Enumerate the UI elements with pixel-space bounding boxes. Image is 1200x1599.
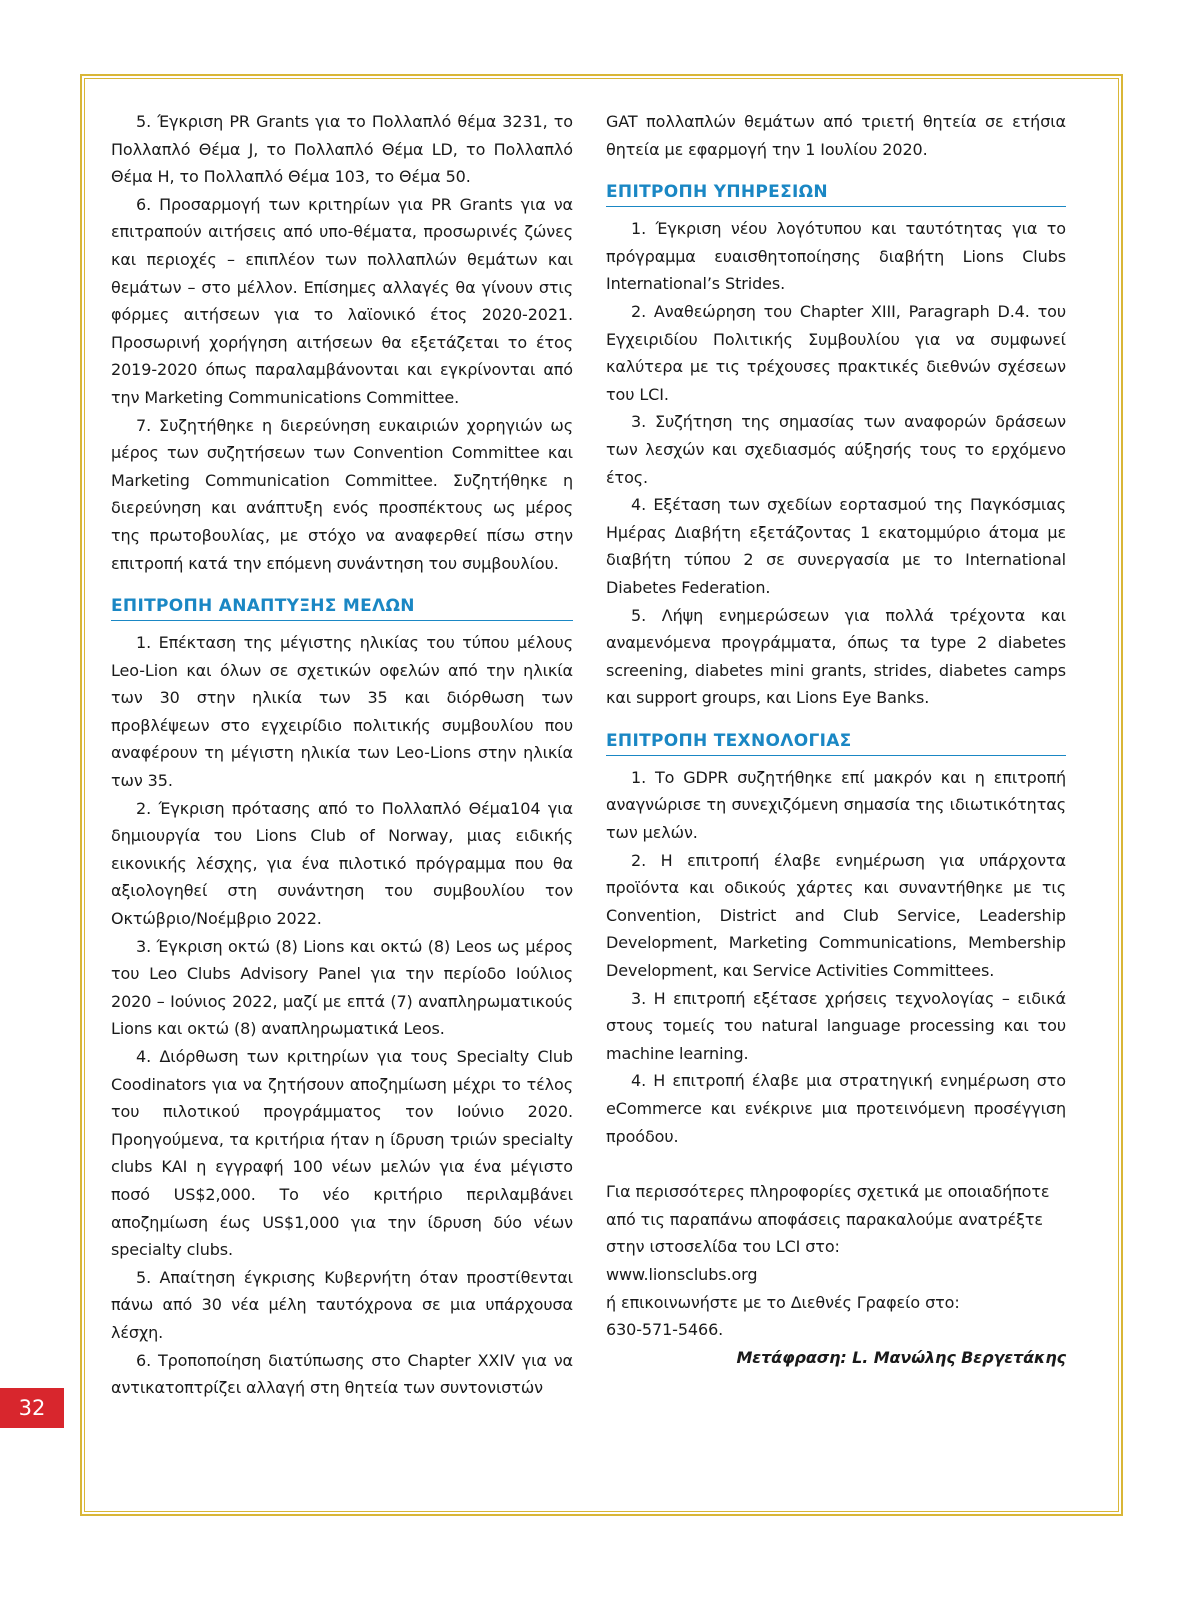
technology-item-4: 4. Η επιτροπή έλαβε μια στρατηγική ενημέρωση στο eCommerce και ενέκρινε μια προτεινόμενη προσέγγιση προόδου. xyxy=(606,1071,1066,1146)
technology-item-2: 2. Η επιτροπή έλαβε ενημέρωση για υπάρχοντα προϊόντα και οδικούς χάρτες και συναντήθηκε με τις Convention, District and Club Service, Leadership Development, Marketing Communications, Membership Development, και Service Activities Committees. xyxy=(606,850,1066,981)
membership-committee-heading: ΕΠΙΤΡΟΠΗ ΑΝΑΠΤΥΞΗΣ ΜΕΛΩΝ xyxy=(111,595,573,621)
membership-item-6-continued: GAT πολλαπλών θεμάτων από τριετή θητεία σε ετήσια θητεία με εφαρμογή την 1 Ιουλίου 2020. xyxy=(606,112,1066,159)
contact-info-text: Για περισσότερες πληροφορίες σχετικά με οποιαδήποτε από τις παραπάνω αποφάσεις παρακαλούμε ανατρέξτε στην ιστοσελίδα του LCI στο: xyxy=(606,1182,1050,1257)
phone-number: 630-571-5466. xyxy=(606,1320,724,1340)
technology-item-3: 3. Η επιτροπή εξέτασε χρήσεις τεχνολογίας – ειδικά στους τομείς του natural language processing και του machine learning. xyxy=(606,988,1066,1063)
right-column xyxy=(606,108,1066,1371)
services-item-5: 5. Λήψη ενημερώσεων για πολλά τρέχοντα και αναμενόμενα προγράμματα, όπως τα type 2 diabetes screening, diabetes mini grants, strides, diabetes camps και support groups, και Lions Eye Banks. xyxy=(606,605,1066,708)
services-item-2: 2. Αναθεώρηση του Chapter XIII, Paragraph D.4. του Εγχειριδίου Πολιτικής Συμβουλίου για να συμφωνεί καλύτερα με τις τρέχουσες πρακτικές διεθνών σχέσεων του LCI. xyxy=(606,301,1066,404)
services-item-4: 4. Εξέταση των σχεδίων εορτασμού της Παγκόσμιας Ημέρας Διαβήτη εξετάζοντας 1 εκατομμύριο άτομα με διαβήτη τύπου 2 σε συνεργασία με το International Diabetes Federation. xyxy=(606,495,1066,597)
pr-grants-item-7: 7. Συζητήθηκε η διερεύνηση ευκαιριών χορηγιών ως μέρος των συζητήσεων των Convention Committee και Marketing Communication Committee. Συζητήθηκε η διερεύνηση και ανάπτυξη ενός προσπέκτους ως μέρος της πρωτοβουλίας, με στόχο να αναφερθεί πίσω στην επιτροπή κατά την επόμενη συνάντηση του συμβουλίου. xyxy=(111,415,573,573)
membership-item-2: 2. Έγκριση πρότασης από το Πολλαπλό Θέμα104 για δημιουργία του Lions Club of Norway, μιας ειδικής εικονικής λέσχης, για ένα πιλοτικό πρόγραμμα που θα αξιολογηθεί στη συνάντηση του συμβουλίου τον Οκτώβριο/Νοέμβριο 2022. xyxy=(111,798,573,929)
technology-item-1: 1. Το GDPR συζητήθηκε επί μακρόν και η επιτροπή αναγνώρισε τη συνεχιζόμενη σημασία της ιδιωτικότητας των μελών. xyxy=(606,767,1066,843)
contact-office-text: ή επικοινωνήστε με το Διεθνές Γραφείο στο: xyxy=(606,1292,960,1312)
membership-item-3: 3. Έγκριση οκτώ (8) Lions και οκτώ (8) Leos ως μέρος του Leo Clubs Advisory Panel για την περίοδο Ιούλιος 2020 – Ιούνιος 2022, μαζί με επτά (7) αναπληρωματικούς Lions και οκτώ (8) αναπληρωματικά Leos. xyxy=(111,936,573,1039)
translator-credit: Μετάφραση: L. Μανώλης Βεργετάκης xyxy=(736,1347,1066,1367)
membership-item-4: 4. Διόρθωση των κριτηρίων για τους Specialty Club Coodinators για να ζητήσουν αποζημίωση μέχρι το τέλος του πιλοτικού προγράμματος τον Ιούνιο 2020. Προηγούμενα, τα κριτήρια ήταν η ίδρυση τριών specialty clubs ΚΑΙ η εγγραφή 100 νέων μελών για ένα μέγιστο ποσό US$2,000. Το νέο κριτήριο περιλαμβάνει αποζημίωση έως US$1,000 για την ίδρυση δύο νέων specialty clubs. xyxy=(111,1047,573,1260)
membership-item-6: 6. Τροποποίηση διατύπωσης στο Chapter XXIV για να αντικατοπτρίζει αλλαγή στη θητεία των συντονιστών xyxy=(111,1350,573,1398)
services-committee-heading: ΕΠΙΤΡΟΠΗ ΥΠΗΡΕΣΙΩΝ xyxy=(606,181,1066,207)
membership-item-5: 5. Απαίτηση έγκρισης Κυβερνήτη όταν προστίθενται πάνω από 30 νέα μέλη ταυτόχρονα σε μια υπάρχουσα λέσχη. xyxy=(111,1267,573,1342)
left-column xyxy=(111,108,573,1402)
services-item-1: 1. Έγκριση νέου λογότυπου και ταυτότητας για το πρόγραμμα ευαισθητοποίησης διαβήτη Lions Clubs International’s Strides. xyxy=(606,219,1066,294)
pr-grants-item-5: 5. Έγκριση PR Grants για το Πολλαπλό θέμα 3231, το Πολλαπλό Θέμα J, το Πολλαπλό Θέμα LD, το Πολλαπλό Θέμα Η, το Πολλαπλό Θέμα 103, το Θέμα 50. xyxy=(111,112,573,187)
page-number-badge: 32 xyxy=(0,1388,64,1428)
website-link[interactable]: www.lionsclubs.org xyxy=(606,1264,758,1284)
pr-grants-item-6: 6. Προσαρμογή των κριτηρίων για PR Grants για να επιτραπούν αιτήσεις από υπο-θέματα, προσωρινές ζώνες και περιοχές – επιπλέον των πολλαπλών θεμάτων και θεμάτων – στο μέλλον. Επίσημες αλλαγές θα γίνουν στις φόρμες αιτήσεων για το λαϊονικό έτος 2020-2021. Προσωρινή χορήγηση αιτήσεων θα εξετάζεται το έτος 2019-2020 όπως παραλαμβάνονται και εγκρίνονται από την Marketing Communications Committee. xyxy=(111,194,573,407)
services-item-3: 3. Συζήτηση της σημασίας των αναφορών δράσεων των λεσχών και σχεδιασμός αύξησής τους το ερχόμενο έτος. xyxy=(606,412,1066,487)
membership-item-1: 1. Επέκταση της μέγιστης ηλικίας του τύπου μέλους Leo-Lion και όλων σε σχετικών οφελών από την ηλικία των 30 στην ηλικία των 35 και διόρθωση των προβλέψεων στο εγχειρίδιο πολιτικής συμβουλίου που αναφέρουν τη μέγιστη ηλικία των Leo-Lions στην ηλικία των 35. xyxy=(111,633,573,791)
technology-committee-heading: ΕΠΙΤΡΟΠΗ ΤΕΧΝΟΛΟΓΙΑΣ xyxy=(606,730,1066,756)
